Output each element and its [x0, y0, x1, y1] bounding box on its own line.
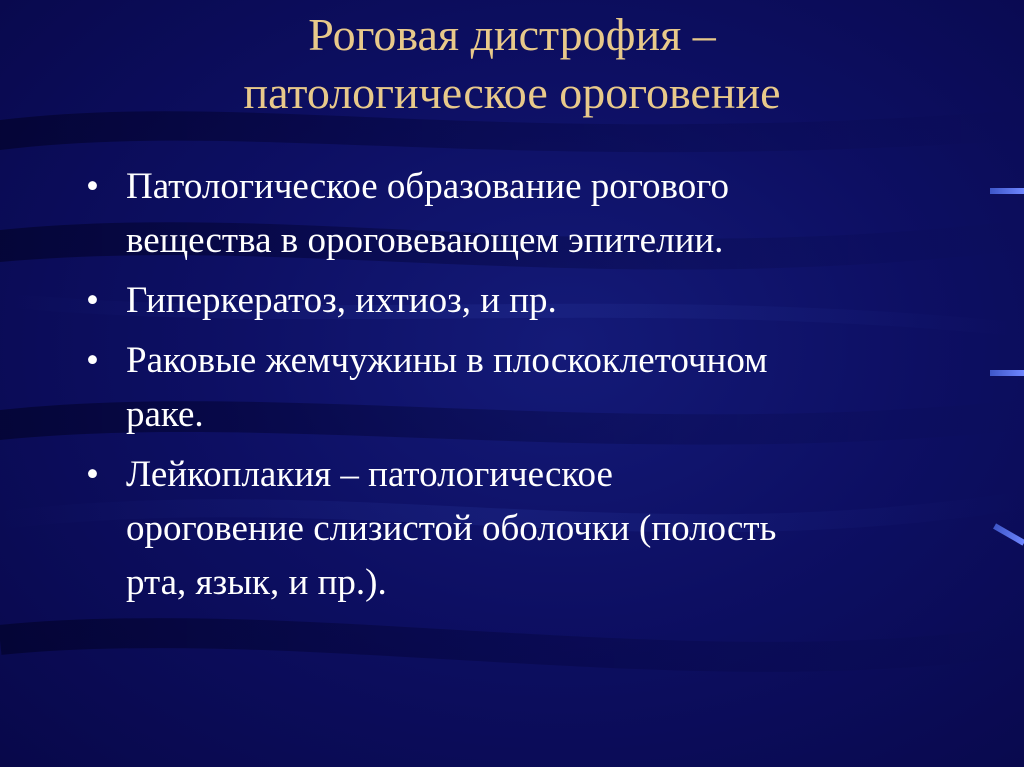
bullet-text-line: Лейкоплакия – патологическое [126, 454, 613, 495]
bullet-item [86, 334, 966, 442]
bullet-marker: • [86, 280, 99, 321]
bullet-item [86, 448, 966, 610]
bullet-item [86, 160, 966, 268]
decorative-stripe [990, 370, 1024, 376]
bullet-marker: • [86, 340, 99, 381]
bullet-text-line: раке. [126, 394, 204, 435]
bullet-text-line: рта, язык, и пр.). [126, 562, 387, 603]
title-line-1: Роговая дистрофия – [308, 9, 716, 60]
bullet-text-line: ороговение слизистой оболочки (полость [126, 508, 777, 549]
bullet-item [86, 274, 966, 328]
title-line-2: патологическое ороговение [243, 67, 781, 118]
bullet-list [86, 160, 966, 616]
bullet-marker: • [86, 454, 99, 495]
decorative-stripe [990, 188, 1024, 194]
bullet-marker: • [86, 166, 99, 207]
bullet-text-line: Патологическое образование рогового [126, 166, 729, 207]
bullet-text-line: Раковые жемчужины в плоскоклеточном [126, 340, 768, 381]
slide-title [0, 6, 1024, 122]
bullet-text-line: вещества в ороговевающем эпителии. [126, 220, 724, 261]
bullet-text-line: Гиперкератоз, ихтиоз, и пр. [126, 280, 557, 321]
